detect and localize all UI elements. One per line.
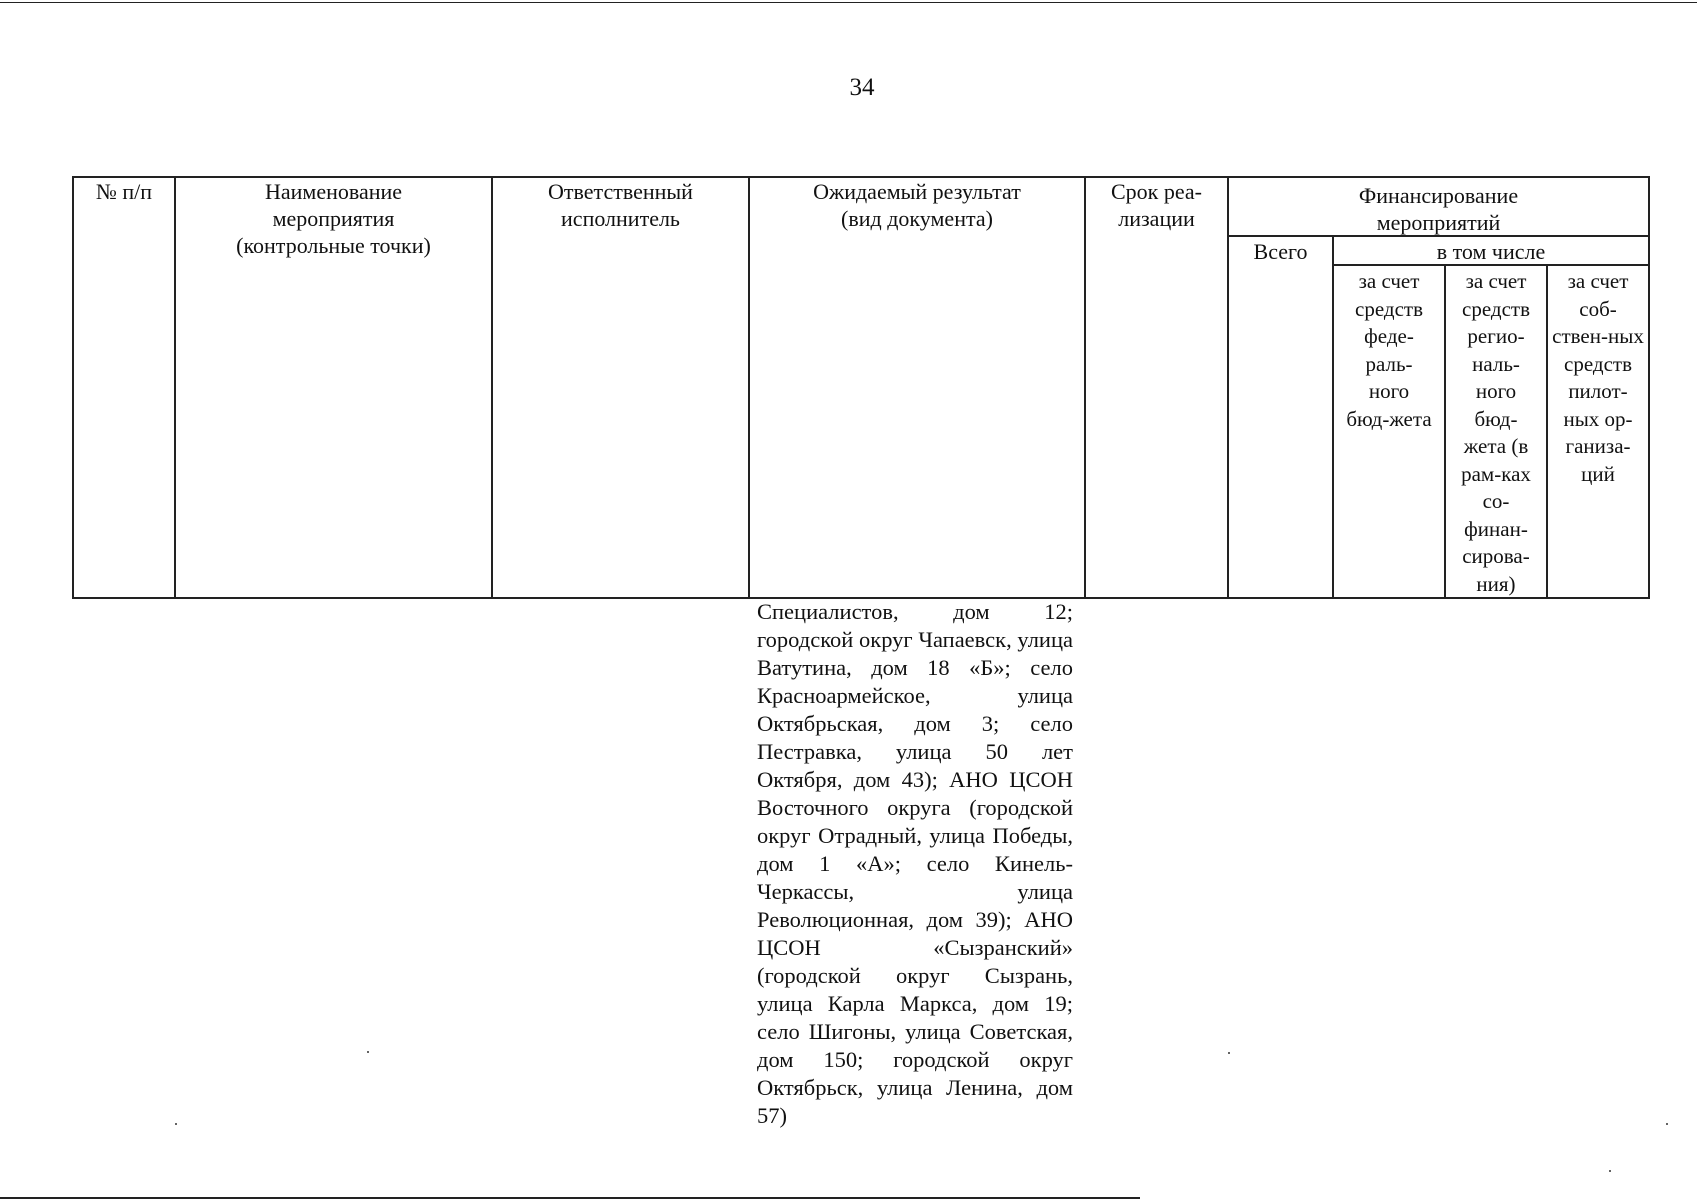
header-total: Всего <box>1253 239 1308 264</box>
scan-speck <box>175 1123 177 1125</box>
header-responsible: Ответственный исполнитель <box>548 179 693 231</box>
column-divider <box>1084 176 1086 599</box>
header-event-name: Наименование мероприятия (контрольные точки) <box>236 179 431 258</box>
scan-speck <box>367 1051 369 1053</box>
header-number: № п/п <box>95 179 153 204</box>
header-expected-result: Ожидаемый результат (вид документа) <box>813 179 1021 231</box>
header-regional-budget: за счет средств регио-наль-ного бюд-жета (в рам-ках со-финан-сирова-ния) <box>1461 269 1531 596</box>
header-own-funds: за счет соб-ствен-ных средств пилот-ных ор-ганиза-ций <box>1552 269 1644 486</box>
scan-speck <box>1228 1052 1230 1054</box>
scan-speck <box>1666 1123 1668 1125</box>
header-federal-budget: за счет средств феде-раль-ного бюд-жета <box>1346 269 1432 431</box>
table-header <box>72 176 1650 599</box>
header-financing: Финансирование мероприятий <box>1358 183 1519 235</box>
scan-speck <box>1609 1170 1611 1172</box>
continuation-text: Специалистов, дом 12; городской округ Чапаевск, улица Ватутина, дом 18 «Б»; село Красноармейское, улица Октябрьская, дом 3; село Пестравка, улица 50 лет Октября, дом 43); АНО ЦСОН Восточного округа (городской округ Отрадный, улица Победы, дом 1 «А»; село Кинель-Черкассы, улица Революционная, дом 39); АНО ЦСОН «Сызранский» (городской округ Сызрань, улица Карла Маркса, дом 19; село Шигоны, улица Советская, дом 150; городской округ Октябрьск, улица Ленина, дом 57) <box>757 599 1073 1128</box>
top-edge-line <box>0 2 1697 3</box>
table-border-left <box>72 176 74 599</box>
column-divider <box>748 176 750 599</box>
table-border-right <box>1648 176 1650 599</box>
page-number: 34 <box>849 74 875 101</box>
header-term: Срок реа-лизации <box>1111 179 1202 231</box>
column-divider <box>491 176 493 599</box>
bottom-edge-line <box>0 1197 1140 1199</box>
header-including: в том числе <box>1436 239 1546 264</box>
